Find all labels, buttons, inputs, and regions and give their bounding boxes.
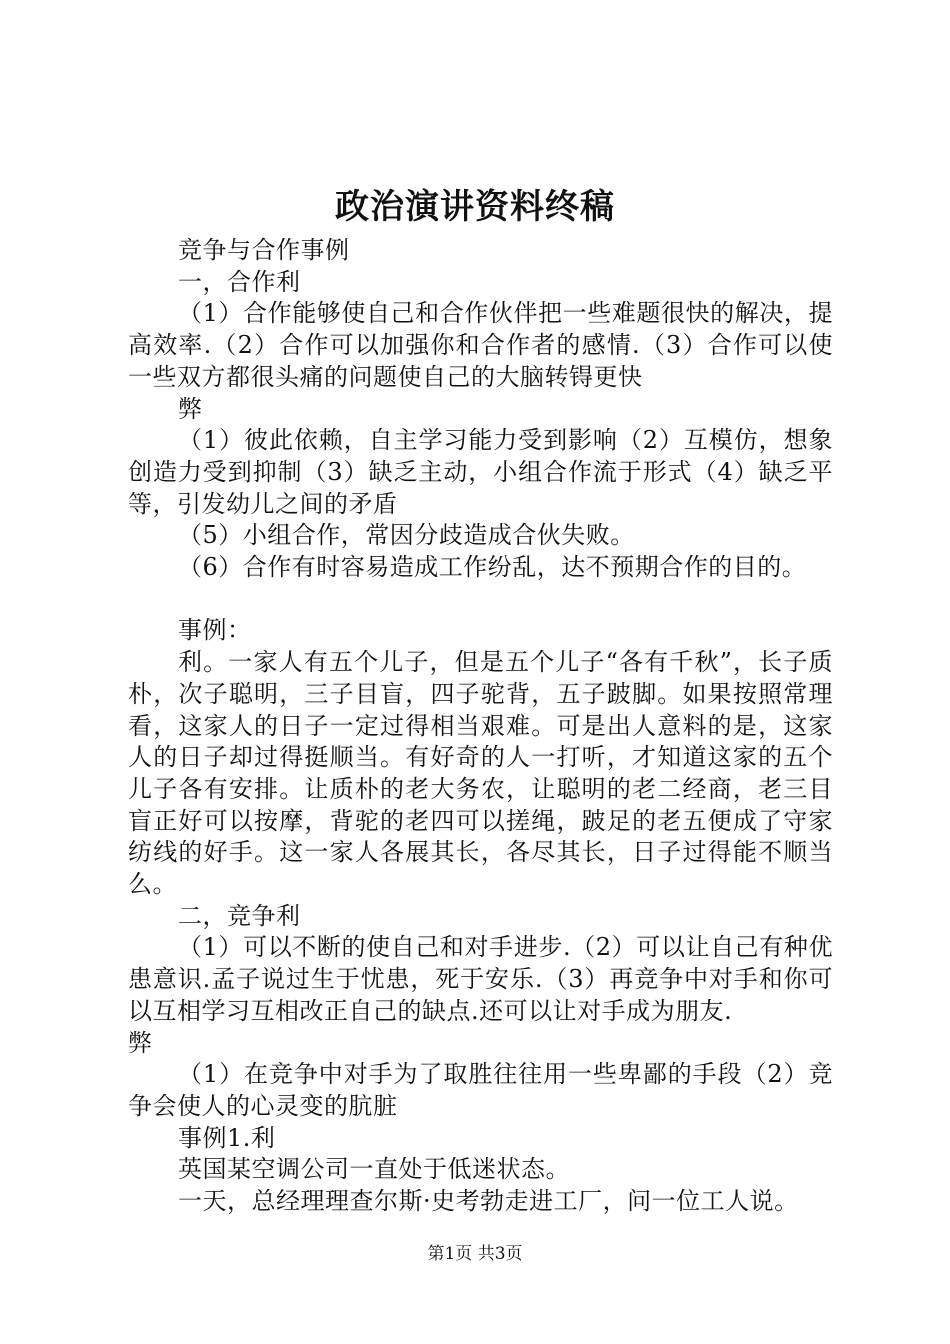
paragraph-competition-cons: （1）在竞争中对手为了取胜往往用一些卑鄙的手段（2）竞争会使人的心灵变的肮脏 [128, 1060, 833, 1120]
blank-line [128, 584, 833, 616]
paragraph-cooperation-pros: （1）合作能够使自己和合作伙伴把一些难题很快的解决，提高效率.（2）合作可以加强你和合作者的感情.（3）合作可以使一些双方都很头痛的问题使自己的大脑转锝更快 [128, 299, 833, 391]
section-examples: 事例： [178, 616, 252, 645]
paragraph-competition-pros: （1）可以不断的使自己和对手进步.（2）可以让自己有种优患意识.孟子说过生于忧患，死于安乐.（3）再竞争中对手和你可以互相学习互相改正自己的缺点.还可以让对手成为朋友. [128, 933, 833, 1025]
section-cooperation-cons: 弊 [178, 394, 203, 423]
section-competition-cons: 弊 [128, 1028, 153, 1057]
paragraph-example-company: 英国某空调公司一直处于低迷状态。 [178, 1155, 570, 1184]
section-competition-pros: 二，竞争利 [178, 901, 301, 930]
paragraph-example-family: 利。一家人有五个儿子，但是五个儿子“各有千秋”，长子质朴，次子聪明，三子目盲，四子驼背，五子跛脚。如果按照常理看，这家人的日子一定过得相当艰难。可是出人意料的是，这家人的日子却过得挺顺当。有好奇的人一打听，才知道这家的五个儿子各有安排。让质朴的老大务农，让聪明的老二经商，老三目盲正好可以按摩，背驼的老四可以搓绳，跛足的老五便成了守家纺线的好手。这一家人各展其长，各尽其长，日子过得能不顺当么。 [128, 648, 833, 899]
paragraph-example-manager: 一天，总经理理查尔斯·史考勃走进工厂，问一位工人说。 [178, 1187, 799, 1216]
document-body [128, 235, 833, 1218]
paragraph-cooperation-cons-6: （6）合作有时容易造成工作纷乱，达不预期合作的目的。 [178, 553, 807, 582]
section-example-1: 事例1.利 [178, 1123, 276, 1152]
paragraph-cooperation-cons-5: （5）小组合作，常因分歧造成合伙失败。 [178, 521, 635, 550]
paragraph-heading: 竞争与合作事例 [178, 236, 350, 264]
page-title: 政治演讲资料终稿 [335, 187, 615, 227]
section-cooperation-pros: 一，合作利 [178, 267, 301, 296]
page-footer: 第1页 共3页 [427, 1244, 523, 1264]
paragraph-cooperation-cons: （1）彼此依赖，自主学习能力受到影响（2）互模仿，想象创造力受到抑制（3）缺乏主动，小组合作流于形式（4）缺乏平等，引发幼儿之间的矛盾 [128, 426, 833, 518]
